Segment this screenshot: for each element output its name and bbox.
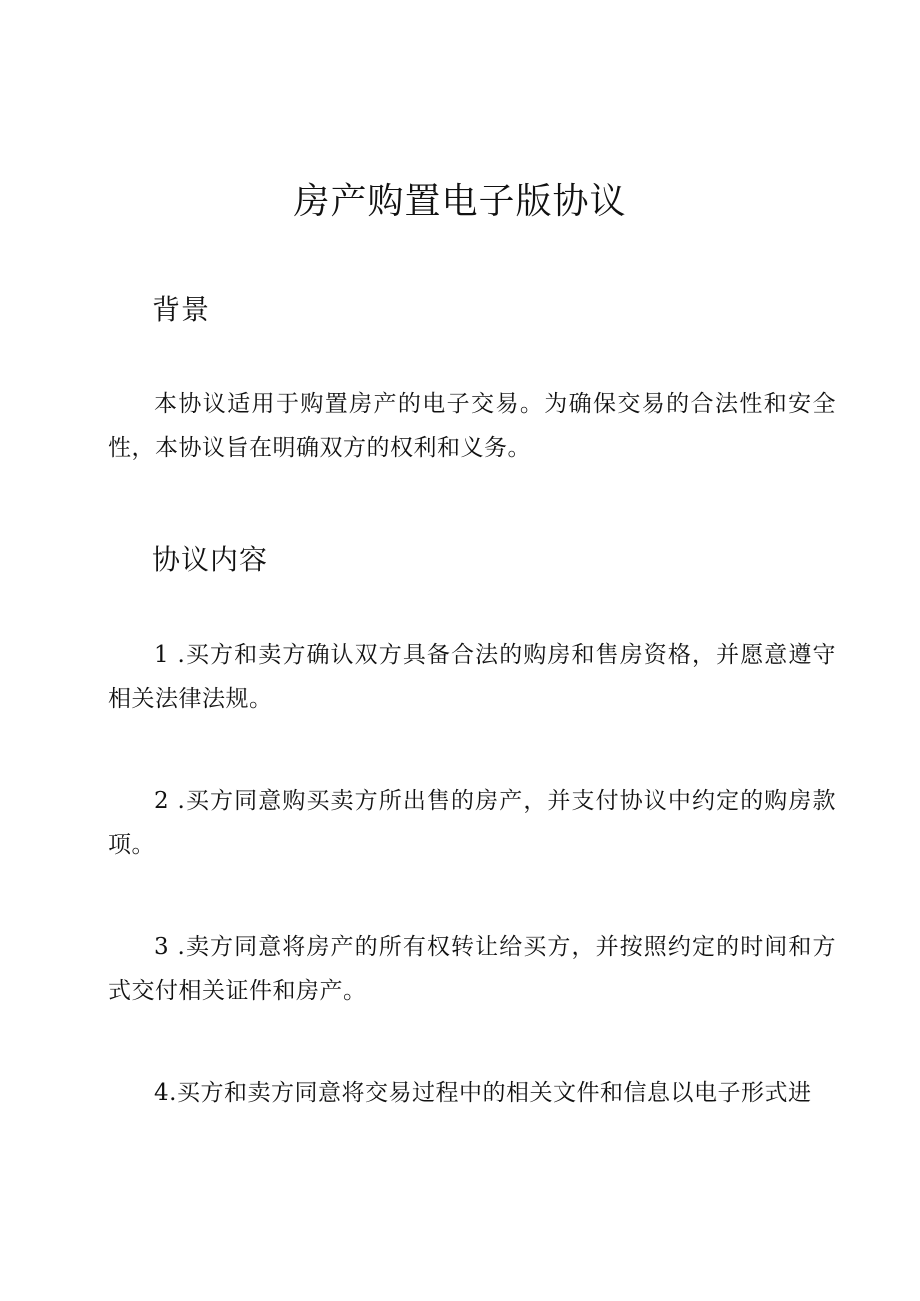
agreement-item-4: 4.买方和卖方同意将交易过程中的相关文件和信息以电子形式进 [154, 1080, 812, 1106]
section-heading-agreement-content: 协议内容 [152, 543, 269, 576]
agreement-item-3: 3 .卖方同意将房产的所有权转让给买方，并按照约定的时间和方式交付相关证件和房产。 [108, 934, 836, 1004]
document-title: 房产购置电子版协议 [293, 181, 627, 222]
agreement-item-2: 2 .买方同意购买卖方所出售的房产，并支付协议中约定的购房款项。 [108, 788, 836, 858]
background-paragraph: 本协议适用于购置房产的电子交易。为确保交易的合法性和安全性，本协议旨在明确双方的权利和义务。 [108, 391, 836, 461]
agreement-item-1: 1 .买方和卖方确认双方具备合法的购房和售房资格，并愿意遵守相关法律法规。 [108, 642, 836, 712]
section-heading-background: 背景 [152, 293, 211, 326]
